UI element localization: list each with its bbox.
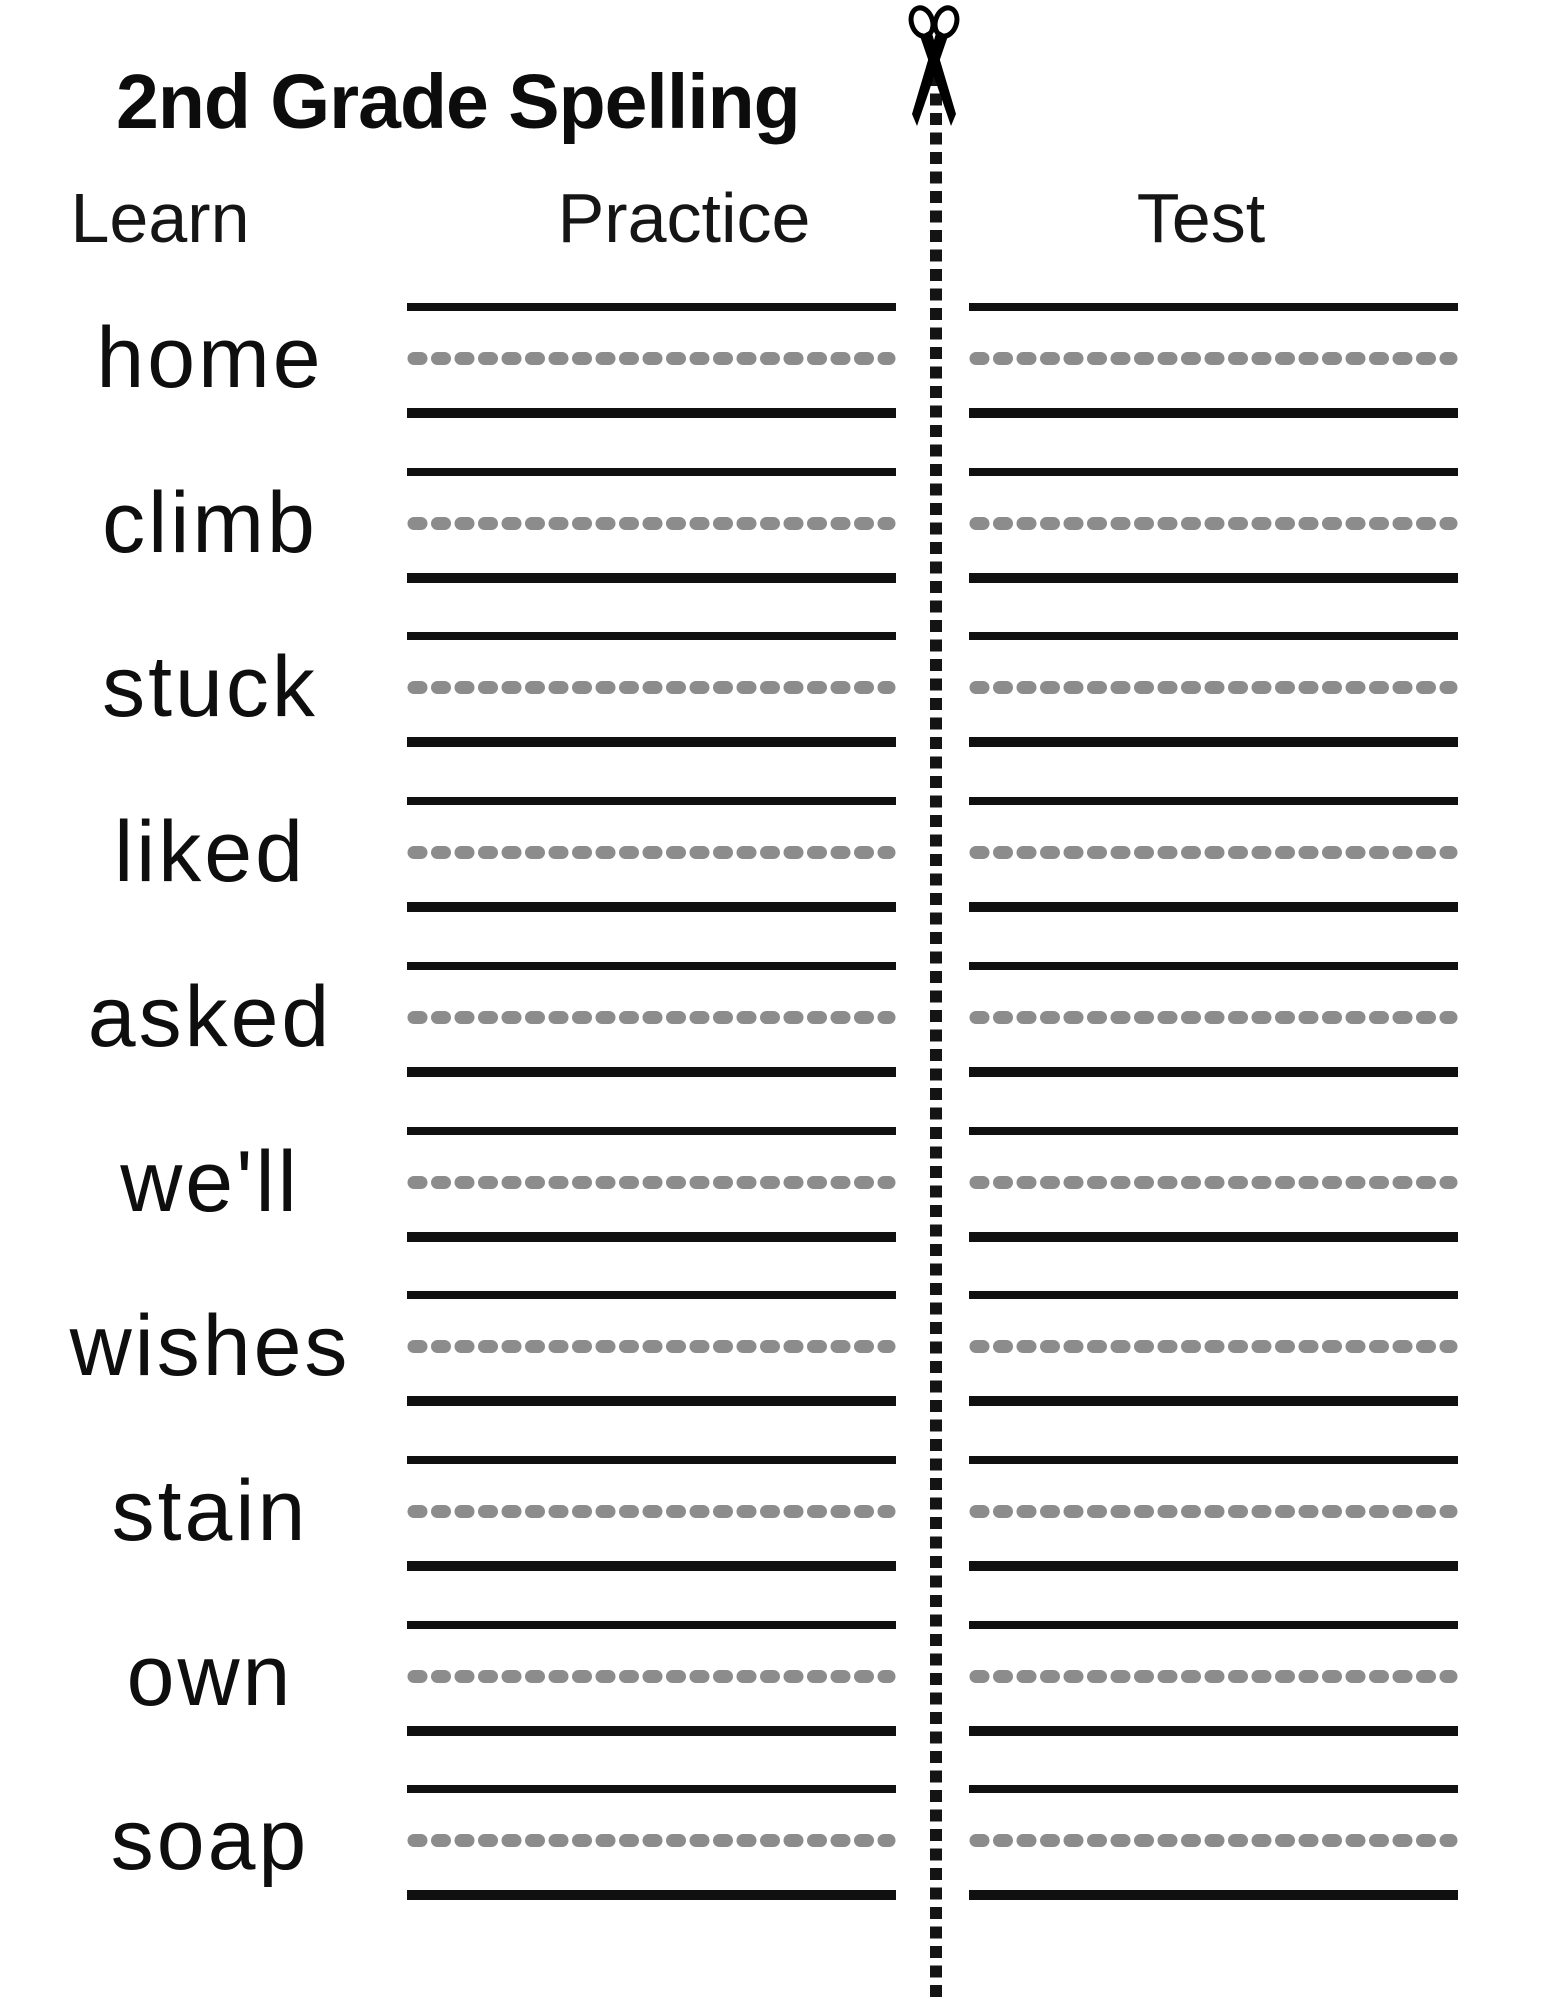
practice-bottom-line: [407, 1890, 896, 1900]
word-row: [0, 565, 1545, 736]
word-row: [0, 1718, 1545, 1889]
practice-top-line: [407, 1127, 896, 1135]
word-label: asked: [87, 968, 333, 1065]
word-label: wishes: [69, 1298, 351, 1395]
word-label: liked: [114, 804, 306, 901]
practice-top-line: [407, 797, 896, 805]
practice-top-line: [407, 1621, 896, 1629]
word-label: own: [126, 1627, 294, 1724]
test-writing-lines: [969, 1718, 1458, 1903]
word-row: [0, 1224, 1545, 1395]
test-top-line: [969, 1456, 1458, 1464]
column-header-practice: Practice: [557, 179, 811, 257]
practice-top-line: [407, 962, 896, 970]
test-writing-lines: [969, 730, 1458, 915]
practice-dashed-midline: [407, 1340, 896, 1353]
practice-writing-lines: [407, 1554, 896, 1739]
test-dashed-midline: [969, 1340, 1458, 1353]
practice-dashed-midline: [407, 1834, 896, 1847]
test-dashed-midline: [969, 681, 1458, 694]
column-header-test: Test: [1136, 179, 1266, 257]
test-writing-lines: [969, 1554, 1458, 1739]
practice-dashed-midline: [407, 1011, 896, 1024]
practice-dashed-midline: [407, 681, 896, 694]
test-top-line: [969, 632, 1458, 640]
practice-writing-lines: [407, 1718, 896, 1903]
test-writing-lines: [969, 565, 1458, 750]
test-dashed-midline: [969, 846, 1458, 859]
test-writing-lines: [969, 1389, 1458, 1574]
test-writing-lines: [969, 1224, 1458, 1409]
practice-dashed-midline: [407, 1176, 896, 1189]
practice-writing-lines: [407, 1389, 896, 1574]
test-dashed-midline: [969, 517, 1458, 530]
word-row: [0, 895, 1545, 1065]
test-dashed-midline: [969, 1670, 1458, 1683]
practice-dashed-midline: [407, 1505, 896, 1518]
test-top-line: [969, 303, 1458, 311]
test-top-line: [969, 468, 1458, 476]
word-label: soap: [110, 1792, 310, 1889]
practice-top-line: [407, 468, 896, 476]
test-dashed-midline: [969, 1505, 1458, 1518]
practice-top-line: [407, 1456, 896, 1464]
test-writing-lines: [969, 895, 1458, 1080]
column-header-learn: Learn: [70, 179, 250, 257]
practice-writing-lines: [407, 895, 896, 1080]
word-label: climb: [102, 474, 318, 571]
word-row: [0, 236, 1545, 406]
practice-top-line: [407, 303, 896, 311]
practice-writing-lines: [407, 565, 896, 750]
test-top-line: [969, 962, 1458, 970]
word-row: [0, 1060, 1545, 1230]
practice-dashed-midline: [407, 1670, 896, 1683]
test-dashed-midline: [969, 352, 1458, 365]
word-label: home: [96, 310, 324, 406]
practice-writing-lines: [407, 1060, 896, 1245]
test-writing-lines: [969, 236, 1458, 421]
practice-writing-lines: [407, 730, 896, 915]
practice-writing-lines: [407, 236, 896, 421]
word-label: stain: [111, 1462, 309, 1559]
word-row: [0, 401, 1545, 571]
word-label: stuck: [102, 639, 318, 736]
practice-dashed-midline: [407, 352, 896, 365]
word-row: [0, 1389, 1545, 1559]
word-label: we'll: [120, 1133, 300, 1230]
practice-dashed-midline: [407, 517, 896, 530]
test-top-line: [969, 1127, 1458, 1135]
test-top-line: [969, 1291, 1458, 1299]
test-top-line: [969, 1785, 1458, 1793]
test-dashed-midline: [969, 1834, 1458, 1847]
practice-top-line: [407, 632, 896, 640]
test-top-line: [969, 797, 1458, 805]
practice-writing-lines: [407, 401, 896, 586]
word-row: [0, 1554, 1545, 1724]
page-title: 2nd Grade Spelling: [116, 59, 800, 145]
test-writing-lines: [969, 1060, 1458, 1245]
test-writing-lines: [969, 401, 1458, 586]
practice-top-line: [407, 1291, 896, 1299]
test-bottom-line: [969, 1890, 1458, 1900]
test-top-line: [969, 1621, 1458, 1629]
test-dashed-midline: [969, 1176, 1458, 1189]
practice-top-line: [407, 1785, 896, 1793]
test-dashed-midline: [969, 1011, 1458, 1024]
practice-dashed-midline: [407, 846, 896, 859]
practice-writing-lines: [407, 1224, 896, 1409]
word-row: [0, 730, 1545, 901]
